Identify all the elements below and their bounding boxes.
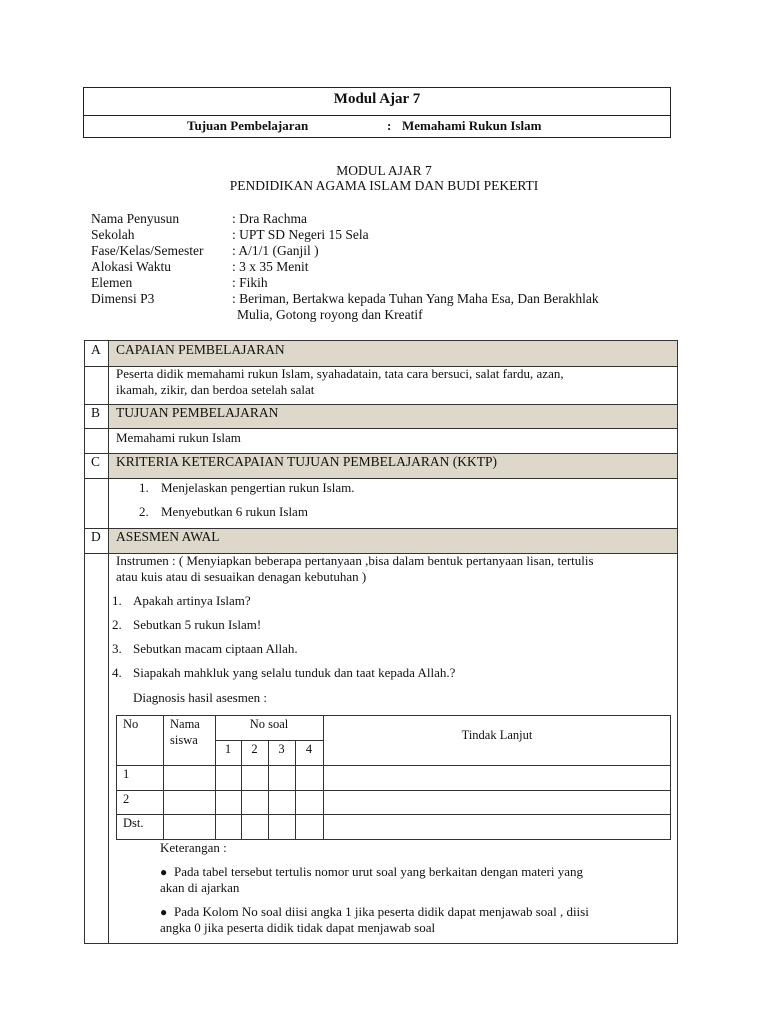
col-divider: [215, 716, 216, 839]
diagnosis-table: [116, 715, 671, 840]
question-text: Apakah artinya Islam?: [133, 593, 251, 608]
bullet-text-line2: akan di ajarkan: [160, 880, 240, 895]
module-header-box: [83, 87, 671, 138]
question-number: 4.: [112, 665, 122, 680]
identity-label: Dimensi P3: [91, 291, 155, 306]
section-b-text: Memahami rukun Islam: [116, 430, 241, 445]
table-row-divider: [117, 765, 670, 766]
identity-value: : Beriman, Bertakwa kepada Tuhan Yang Maha Esa, Dan Berakhlak: [232, 291, 599, 306]
question-number: 1.: [112, 593, 122, 608]
question-text: Sebutkan macam ciptaan Allah.: [133, 641, 298, 656]
bullet-text-line1: Pada tabel tersebut tertulis nomor urut soal yang berkaitan dengan materi yang: [174, 864, 584, 879]
identity-label: Nama Penyusun: [91, 211, 180, 226]
identity-label: Fase/Kelas/Semester: [91, 243, 204, 258]
header-soal-number: 2: [251, 742, 258, 756]
kktp-item-number: 2.: [139, 504, 149, 519]
question-text: Sebutkan 5 rukun Islam!: [133, 617, 262, 632]
identity-value: : UPT SD Negeri 15 Sela: [232, 227, 369, 242]
kktp-item-number: 1.: [139, 480, 149, 495]
identity-label: Elemen: [91, 275, 133, 290]
bullet-text-line1: Pada Kolom No soal diisi angka 1 jika peserta didik dapat menjawab soal , diisi: [174, 904, 589, 919]
instrument-line1: Instrumen : ( Menyiapkan beberapa pertanyaan ,bisa dalam bentuk pertanyaan lisan, tertulis: [116, 553, 594, 568]
row-divider: [85, 478, 677, 479]
module-header-title: Modul Ajar 7: [84, 88, 670, 116]
bullet-text-line2: angka 0 jika peserta didik tidak dapat menjawab soal: [160, 920, 436, 935]
kktp-item-text: Menyebutkan 6 rukun Islam: [161, 504, 308, 519]
diagnosis-label: Diagnosis hasil asesmen :: [133, 690, 267, 705]
letter-column-divider: [108, 341, 109, 943]
identity-value-continued: Mulia, Gotong royong dan Kreatif: [237, 307, 423, 322]
table-row-number: 2: [123, 792, 130, 806]
tp-label: Tujuan Pembelajaran: [187, 118, 309, 133]
col-divider: [163, 716, 164, 839]
row-divider: [85, 428, 677, 429]
bullet-icon: ●: [160, 905, 168, 919]
table-row-number: 1: [123, 767, 130, 781]
header-nama-line2: siswa: [170, 733, 198, 747]
tp-separator: :: [387, 118, 392, 133]
section-d-title: ASESMEN AWAL: [116, 529, 220, 544]
identity-value: : A/1/1 (Ganjil ): [232, 243, 319, 258]
section-d-letter: D: [91, 529, 101, 544]
sections-table: [84, 340, 678, 944]
identity-label: Alokasi Waktu: [91, 259, 172, 274]
header-soal-number: 4: [305, 742, 313, 756]
section-c-title: KRITERIA KETERCAPAIAN TUJUAN PEMBELAJARAN (KKTP): [116, 454, 498, 469]
header-no: No: [123, 717, 139, 731]
doc-title-line1: MODUL AJAR 7: [336, 163, 432, 178]
section-a-title: CAPAIAN PEMBELAJARAN: [116, 342, 285, 357]
section-a-letter: A: [91, 342, 101, 357]
table-row-divider: [117, 814, 670, 815]
section-b-letter: B: [91, 405, 101, 420]
header-no-soal: No soal: [249, 717, 289, 731]
keterangan-label: Keterangan :: [160, 840, 227, 855]
header-soal-number: 1: [224, 742, 232, 756]
identity-label: Sekolah: [91, 227, 135, 242]
kktp-item-text: Menjelaskan pengertian rukun Islam.: [161, 480, 355, 495]
table-row-number: Dst.: [123, 816, 144, 830]
instrument-line2: atau kuis atau di sesuaikan denagan kebutuhan ): [116, 569, 367, 584]
question-text: Siapakah mahkluk yang selalu tunduk dan taat kepada Allah.?: [133, 665, 456, 680]
header-tindak-lanjut: Tindak Lanjut: [461, 728, 533, 742]
bullet-icon: ●: [160, 865, 168, 879]
section-b-title: TUJUAN PEMBELAJARAN: [116, 405, 279, 420]
identity-value: : Fikih: [232, 275, 268, 290]
soal-subheader-divider: [215, 740, 323, 741]
identity-value: : Dra Rachma: [232, 211, 307, 226]
table-row-divider: [117, 790, 670, 791]
identity-value: : 3 x 35 Menit: [232, 259, 309, 274]
header-nama-line1: Nama: [170, 717, 200, 731]
module-header-tp-row: [84, 116, 670, 138]
section-a-text-line2: ikamah, zikir, dan berdoa setelah salat: [116, 382, 315, 397]
question-number: 3.: [112, 641, 122, 656]
header-soal-number: 3: [278, 742, 285, 756]
tp-value: Memahami Rukun Islam: [402, 118, 542, 133]
section-c-letter: C: [91, 454, 101, 469]
question-number: 2.: [112, 617, 122, 632]
doc-title-line2: PENDIDIKAN AGAMA ISLAM DAN BUDI PEKERTI: [229, 178, 539, 193]
section-a-text-line1: Peserta didik memahami rukun Islam, syahadatain, tata cara bersuci, salat fardu, azan,: [116, 366, 564, 381]
